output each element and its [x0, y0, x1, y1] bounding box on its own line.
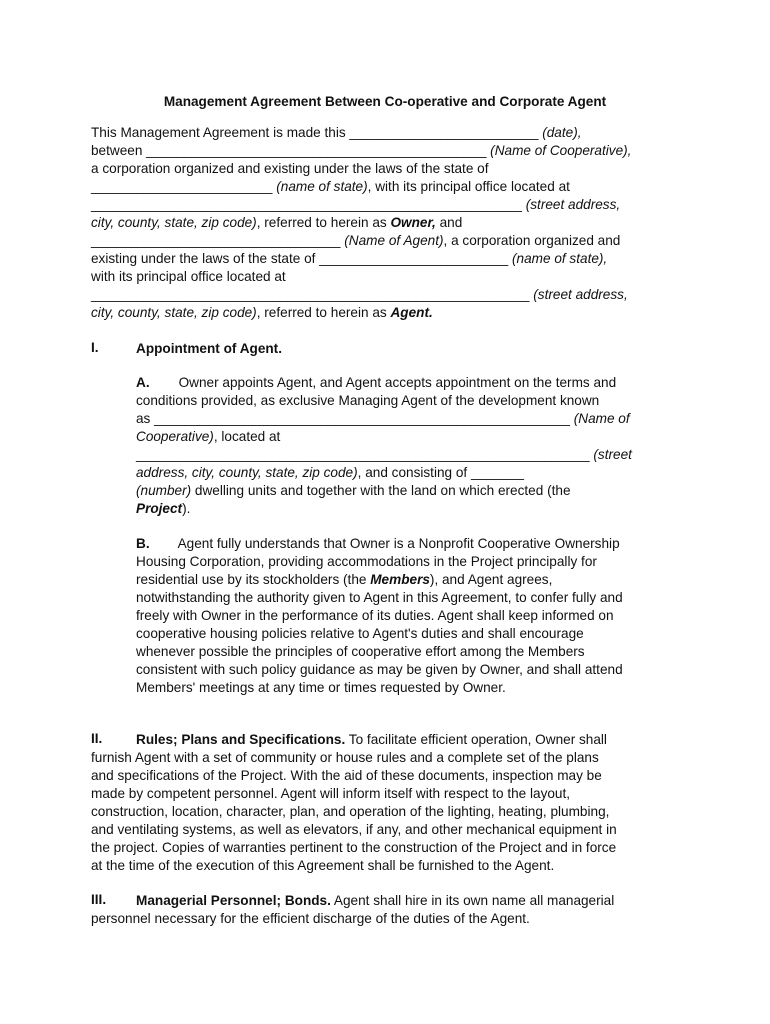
section-number: III.	[91, 892, 107, 907]
section-rules-line: made by competent personnel. Agent will inform itself with respect to the layout,	[91, 786, 571, 801]
text: ), and Agent agrees,	[429, 572, 553, 587]
intro-line	[91, 286, 628, 304]
text: residential use by its stockholders (the	[136, 572, 371, 587]
unit-count-blank[interactable]: _______	[471, 465, 524, 480]
intro-line: with its principal office located at	[91, 269, 286, 284]
subsection-b-line: whenever possible the principles of cooperative effort among the Members	[136, 644, 585, 659]
section-rules-line: and specifications of the Project. With the aid of these documents, inspection may be	[91, 768, 602, 783]
project-term: Project	[136, 501, 183, 516]
text: , with its principal office located at	[367, 179, 570, 194]
text: (number)	[136, 483, 192, 498]
agent-address-blank[interactable]: __________________________________________________________	[91, 287, 530, 302]
text: To facilitate efficient operation, Owner shall	[345, 732, 607, 747]
document-title: Management Agreement Between Co-operative and Corporate Agent	[163, 94, 607, 109]
owner-term: Owner,	[390, 215, 436, 230]
subsection-a-line	[136, 464, 524, 482]
text: ).	[182, 501, 191, 516]
section-rules-line: at the time of the execution of this Agreement shall be furnished to the Agent.	[91, 858, 555, 873]
text: (Name of	[569, 411, 630, 426]
text: between	[91, 143, 147, 158]
development-name-blank[interactable]: _______________________________________________________	[154, 411, 570, 426]
text: Owner appoints Agent, and Agent accepts appointment on the terms and	[178, 375, 617, 390]
agent-state-blank[interactable]: _________________________	[319, 251, 509, 266]
subsection-a-line	[136, 428, 280, 446]
subsection-a-line	[136, 446, 632, 464]
section-rules-line: and ventilating systems, as well as elevators, if any, and other mechanical equipment in	[91, 822, 617, 837]
section-heading: Rules; Plans and Specifications.	[136, 732, 346, 747]
intro-line	[91, 304, 433, 322]
text: (street address,	[529, 287, 628, 302]
intro-line	[91, 178, 570, 196]
intro-line	[91, 214, 462, 232]
subsection-b-line	[136, 571, 552, 589]
section-heading: Managerial Personnel; Bonds.	[136, 893, 331, 908]
owner-address-blank[interactable]: _________________________________________________________	[91, 197, 522, 212]
section-rules-line: furnish Agent with a set of community or house rules and a complete set of the plans	[91, 750, 599, 765]
text: , and consisting of	[357, 465, 471, 480]
subsection-a-line	[136, 410, 630, 428]
subsection-a-line	[136, 482, 571, 500]
text: as	[136, 411, 155, 426]
text: existing under the laws of the state of	[91, 251, 320, 266]
text: city, county, state, zip code)	[91, 305, 257, 320]
text: (street	[589, 447, 632, 462]
intro-line	[91, 232, 620, 250]
text: , referred to herein as	[256, 305, 391, 320]
cooperative-name-blank[interactable]: _____________________________________________	[146, 143, 487, 158]
text: dwelling units and together with the land on which erected (the	[191, 483, 571, 498]
members-term: Members	[370, 572, 430, 587]
intro-line	[91, 196, 620, 214]
text: (Name of Cooperative),	[486, 143, 632, 158]
section-rules-line	[136, 731, 607, 749]
text: address, city, county, state, zip code)	[136, 465, 358, 480]
agent-name-blank[interactable]: _________________________________	[91, 233, 341, 248]
intro-line	[91, 250, 607, 268]
text: , located at	[213, 429, 281, 444]
section-rules-line: construction, location, character, plan, and operation of the lighting, heating, plumbing,	[91, 804, 610, 819]
text: (name of state)	[272, 179, 368, 194]
text: (date),	[538, 125, 582, 140]
text: Agent fully understands that Owner is a Nonprofit Cooperative Ownership	[177, 536, 620, 551]
text: Agent shall hire in its own name all managerial	[330, 893, 615, 908]
intro-line	[91, 142, 631, 160]
section-heading: Appointment of Agent.	[136, 341, 282, 356]
text: (name of state),	[508, 251, 608, 266]
intro-line: a corporation organized and existing under the laws of the state of	[91, 161, 489, 176]
text: , a corporation organized and	[443, 233, 621, 248]
subsection-label: B.	[136, 536, 150, 551]
text: , referred to herein as	[256, 215, 391, 230]
development-address-blank[interactable]: ____________________________________________________________	[136, 447, 590, 462]
section-number: II.	[91, 731, 103, 746]
section-rules-line: the project. Copies of warranties pertinent to the construction of the Project and in force	[91, 840, 617, 855]
agent-term: Agent.	[390, 305, 433, 320]
text: and	[435, 215, 463, 230]
subsection-b-line: cooperative housing policies relative to Agent's duties and shall encourage	[136, 626, 584, 641]
text: (street address,	[521, 197, 621, 212]
text: (Name of Agent)	[340, 233, 444, 248]
section-personnel-line	[136, 892, 614, 910]
subsection-a-line	[136, 500, 190, 518]
intro-line	[91, 124, 582, 142]
subsection-b-line: consistent with such policy guidance as may be given by Owner, and shall attend	[136, 662, 623, 677]
subsection-a-line	[136, 374, 616, 392]
subsection-b-line: Members' meetings at any time or times requested by Owner.	[136, 680, 506, 695]
text: This Management Agreement is made this	[91, 125, 350, 140]
subsection-b-line: freely with Owner in the performance of its duties. Agent shall keep informed on	[136, 608, 614, 623]
subsection-b-line: Housing Corporation, providing accommodations in the Project principally for	[136, 554, 597, 569]
text: Cooperative)	[136, 429, 214, 444]
subsection-b-line: notwithstanding the authority given to Agent in this Agreement, to confer fully and	[136, 590, 623, 605]
owner-state-blank[interactable]: ________________________	[91, 179, 273, 194]
subsection-label: A.	[136, 375, 150, 390]
text: city, county, state, zip code)	[91, 215, 257, 230]
section-number: I.	[91, 340, 99, 355]
subsection-b-line	[136, 535, 620, 553]
date-blank[interactable]: _________________________	[349, 125, 539, 140]
section-personnel-line: personnel necessary for the efficient discharge of the duties of the Agent.	[91, 911, 530, 926]
subsection-a-line: conditions provided, as exclusive Managing Agent of the development known	[136, 393, 600, 408]
